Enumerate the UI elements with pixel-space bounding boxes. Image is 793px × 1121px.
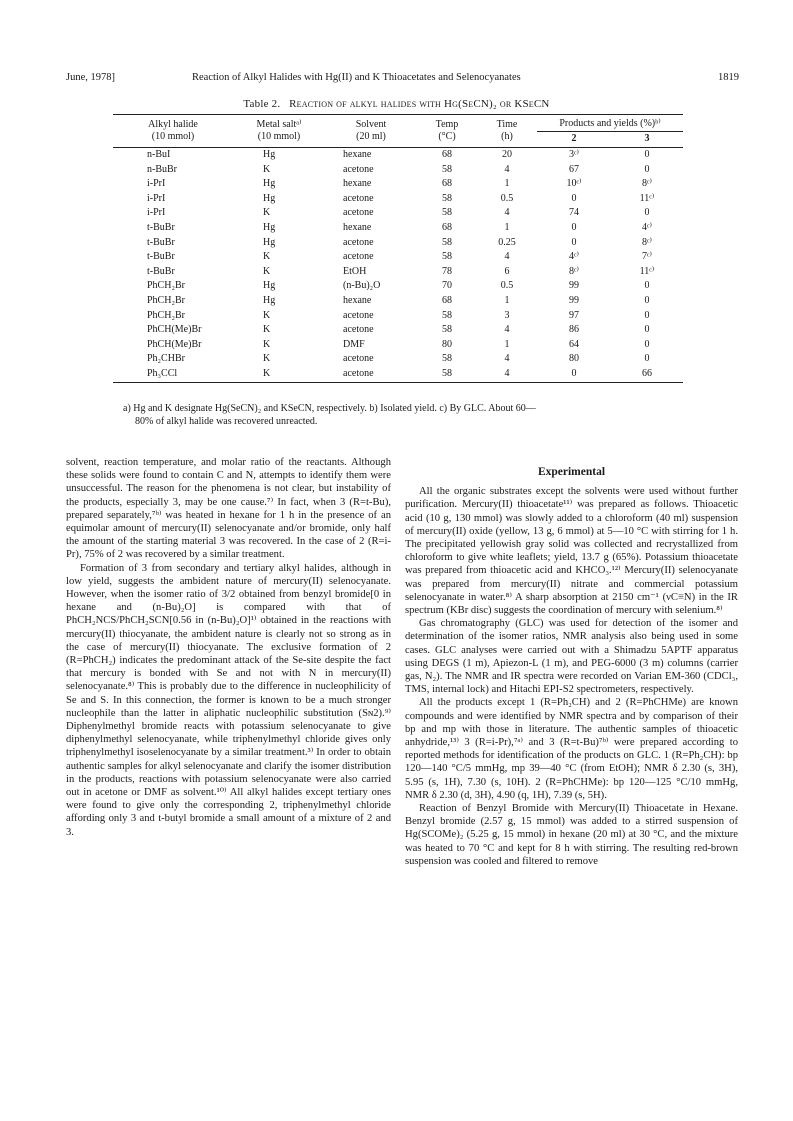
header-products: Products and yields (%)ᵇ⁾ (537, 115, 683, 132)
table-row (113, 177, 683, 192)
table-cell: i-PrI (147, 192, 166, 204)
table-cell: K (263, 207, 271, 219)
table-cell: 4 (477, 367, 537, 382)
paragraph: Reaction of Benzyl Bromide with Mercury(II) Thioacetate in Hexane. Benzyl bromide (2.57 g, 15 mmol) was added to a stirred suspension of Hg(SCOMe)₂ (5.25 g, 15 mmol) in hexane (20 ml) at 30 °C, and the mixture was heated to 70 °C and kept for 8 h with stirring. The resulting red-brown suspension was cooled and filtered to remove (405, 803, 738, 867)
table-cell: 0 (644, 353, 650, 365)
table-cell: i-PrI (147, 207, 166, 219)
table-cell: 1 (504, 338, 510, 350)
table-cell: K (263, 309, 271, 321)
table-cell: n-BuBr (147, 163, 177, 175)
table-cell: acetone (343, 309, 374, 321)
table-cell: t-BuBr (147, 221, 175, 233)
table-cell: 0 (571, 221, 577, 233)
table-cell: 58 (442, 309, 452, 321)
table-cell: K (263, 265, 271, 277)
table-cell: 0 (644, 309, 650, 321)
table-cell: 0.25 (498, 236, 516, 248)
table-cell: 8ᶜ⁾ (568, 265, 579, 277)
table-cell: 11ᶜ⁾ (639, 192, 655, 204)
table-cell: PhCH(Me)Br (147, 324, 202, 336)
table-cell: acetone (343, 324, 374, 336)
table-row (113, 192, 683, 207)
table-cell: i-PrI (147, 178, 166, 190)
paragraph: Formation of 3 from secondary and tertiary alkyl halides, although in low yield, suggests the ambident nature of mercury(II) selenocyanate. However, when the isomer ratio of 3/2 obtained from benzyl bromide[0 in hexane and (n-Bu)₂O] is compared with that of PhCH₂NCS/PhCH₂SCN[0.56 in (n-Bu)₂O]¹⁾ obtained in the reactions with mercury(II) thiocyanate, the ambident nature is clearly not so strong as in the case of mercury(II) thiocyanate. The exclusive formation of 2 (R=PhCH₂) indicates the predominant attack of the Se-site despite the fact that mercury is bonded with Se and not with N in mercury(II) selenocyanate.⁸⁾ This is probably due to the difference in nucleophilicity of Se and S. In this connection, the former is known to be a much stronger nucleophile than the latter in aliphatic nucleophilic substitution (Sɴ2).⁹⁾ Diphenylmethyl bromide reacts with potassium selenocyanate to give diphenylmethyl selenocyanate, while triphenylmethyl chloride gives only triphenylmethyl isoselenocyanate by a similar treatment.³⁾ In order to obtain authentic samples for alkyl selenocyanate and clarify the isomer distribution in the products, reactions with potassium selenocyanate were also carried out in acetone or DMF as solvent.¹⁰⁾ All alkyl halides except tertiary ones were found to give only the corresponding 2, triphenylmethyl chloride affording only 3 and t-butyl bromide a small amount of a mixture of 2 and 3. (66, 562, 391, 838)
table-row (113, 148, 683, 163)
table-cell: acetone (343, 251, 374, 263)
table-label: Table 2. (243, 98, 281, 110)
header-metal-sub: (10 mmol) (233, 131, 325, 148)
table-cell: 58 (442, 324, 452, 336)
table-cell: 1 (504, 178, 510, 190)
header-solvent-sub: (20 ml) (325, 131, 417, 148)
table-row (113, 279, 683, 294)
table-cell: 0 (644, 338, 650, 350)
table-cell: DMF (343, 338, 365, 350)
table-cell: 0 (644, 294, 650, 306)
table-cell: 67 (569, 163, 579, 175)
table-cell: 1 (504, 294, 510, 306)
table-cell: 99 (569, 280, 579, 292)
table-title: Reaction of alkyl halides with Hg(SeCN)₂ or KSeCN (289, 98, 550, 110)
table-cell: 1 (504, 221, 510, 233)
table-row (113, 206, 683, 221)
page-number: 1819 (718, 72, 739, 83)
header-time-sub: (h) (477, 131, 537, 148)
table-cell: Hg (263, 149, 276, 160)
table-cell: 10ᶜ⁾ (566, 178, 582, 190)
table-cell: 4ᶜ⁾ (641, 221, 652, 233)
table-cell: PhCH₂Br (147, 294, 185, 306)
table-cell: 4 (504, 163, 510, 175)
table-cell: 4ᶜ⁾ (568, 251, 579, 263)
table-cell: 0 (644, 149, 650, 160)
table-cell: t-BuBr (147, 236, 175, 248)
running-header (66, 72, 739, 88)
table-row (113, 163, 683, 178)
table-cell: 20 (502, 149, 512, 160)
table-cell: 0 (537, 367, 611, 382)
table-row (113, 221, 683, 236)
section-title: Experimental (537, 466, 606, 478)
table-cell: 8ᶜ⁾ (641, 178, 652, 190)
paragraph: All the organic substrates except the solvents were used without further purification. Mercury(II) thioacetate¹¹⁾ was prepared as follows. Thioacetic acid (10 g, 130 mmol) was slowly added to a chloroform (40 ml) suspension of mercury(II) oxide (yellow, 13 g, 6 mmol) at 5—10 °C with stirring for 1 h. The precipitated yellowish gray solid was collected and recrystallized from chloroform to give white leaflets; yield, 13.7 g (65%). Potassium thioacetate was prepared from thioacetic acid and KHCO₃.¹²⁾ Mercury(II) selenocyanate was prepared from mercury(II) nitrate and commercial potassium selenocyanate in water.⁸⁾ A sharp absorption at 2150 cm⁻¹ (νC≡N) in the IR spectrum (KBr disc) suggests the coordination of mercury with selenium.⁸⁾ (405, 486, 738, 617)
table-cell: Hg (263, 236, 276, 248)
table-cell: 70 (442, 280, 452, 292)
table-cell: 3 (504, 309, 510, 321)
table-cell: PhCH₂Br (147, 309, 185, 321)
table-cell: t-BuBr (147, 265, 175, 277)
table-cell: 58 (442, 251, 452, 263)
table-cell: 80 (442, 338, 452, 350)
results-table (113, 114, 683, 383)
table-cell: Hg (263, 192, 276, 204)
table-cell: n-BuI (147, 149, 171, 160)
table-cell: 97 (569, 309, 579, 321)
table-cell: 0 (571, 192, 577, 204)
table-cell: K (263, 338, 271, 350)
table-cell: 78 (442, 265, 452, 277)
table-cell: Ph₂CHBr (147, 353, 185, 365)
table-cell: PhCH₂Br (147, 280, 185, 292)
table-cell: hexane (343, 294, 372, 306)
table-cell: 0 (644, 207, 650, 219)
table-cell: 80 (569, 353, 579, 365)
table-cell: K (263, 251, 271, 263)
header-time: Time (477, 115, 537, 132)
table-cell: 68 (442, 149, 452, 160)
header-metal: Metal saltᵃ⁾ (233, 115, 325, 132)
table-cell: acetone (343, 353, 374, 365)
table-cell: K (263, 163, 271, 175)
table-cell: 3ᶜ⁾ (568, 149, 579, 160)
table-cell: 0 (644, 280, 650, 292)
table-cell: 8ᶜ⁾ (641, 236, 652, 248)
table-cell: 68 (442, 294, 452, 306)
header-solvent: Solvent (325, 115, 417, 132)
header-product-2: 2 (537, 131, 611, 148)
footnote-line: 80% of alkyl halide was recovered unreacted. (135, 416, 318, 427)
table-cell: 68 (442, 221, 452, 233)
table-cell: acetone (343, 192, 374, 204)
paragraph: All the products except 1 (R=Ph₂CH) and 2 (R=PhCHMe) are known compounds and were identified by NMR spectra and by comparison of their bp and mp with those in literature. The authentic samples of thioacetic anhydride,¹³⁾ 3 (R=i-Pr),⁷ᵃ⁾ and 3 (R=t-Bu)⁷ᵇ⁾ were prepared according to reported methods for identification of the products on GLC. 1 (R=Ph₂CH): bp 120—140 °C/5 mmHg, mp 39—40 °C (from EtOH); NMR δ 2.30 (s, 3H), 5.95 (s, 1H), 7.30 (s, 10H). 2 (R=PhCHMe): bp 120—125 °C/10 mmHg, NMR δ 2.30 (d, 3H), 4.90 (q, 1H), 7.39 (s, 5H). (405, 697, 738, 801)
table-cell: acetone (343, 163, 374, 175)
table-cell: 0 (644, 163, 650, 175)
right-column (405, 456, 738, 868)
table-cell: 0 (571, 236, 577, 248)
table-cell: (n-Bu)₂O (343, 280, 381, 292)
table-cell: t-BuBr (147, 251, 175, 263)
left-column (66, 456, 391, 839)
header-date: June, 1978] (66, 72, 115, 83)
table-row (113, 236, 683, 251)
table-cell: 6 (504, 265, 510, 277)
header-temp: Temp (417, 115, 477, 132)
table-cell: acetone (343, 207, 374, 219)
table-cell: hexane (343, 149, 372, 160)
table-cell: Hg (263, 280, 276, 292)
header-halide-sub: (10 mmol) (113, 131, 233, 148)
table-row (113, 294, 683, 309)
footnote-line: a) Hg and K designate Hg(SeCN)₂ and KSeCN, respectively. b) Isolated yield. c) By GLC. About 60— (123, 403, 536, 414)
table-cell: 58 (442, 163, 452, 175)
table-cell: 99 (569, 294, 579, 306)
header-temp-sub: (°C) (417, 131, 477, 148)
table-cell: EtOH (343, 265, 367, 277)
table-cell: acetone (343, 236, 374, 248)
table-cell: 7ᶜ⁾ (641, 251, 652, 263)
table-cell: 58 (442, 236, 452, 248)
table-cell: K (263, 353, 271, 365)
table-cell: K (263, 324, 271, 336)
table-cell: 0 (644, 324, 650, 336)
table-cell: Hg (263, 178, 276, 190)
table-cell: 4 (504, 353, 510, 365)
table-caption (0, 98, 793, 110)
header-title: Reaction of Alkyl Halides with Hg(II) and K Thioacetates and Selenocyanates (192, 72, 521, 83)
table-cell: 74 (569, 207, 579, 219)
table-row (113, 352, 683, 367)
table-cell: hexane (343, 221, 372, 233)
table-cell: Hg (263, 221, 276, 233)
table-cell: Hg (263, 294, 276, 306)
table-cell: hexane (343, 178, 372, 190)
header-halide: Alkyl halide (113, 115, 233, 132)
table-row (113, 323, 683, 338)
paragraph: solvent, reaction temperature, and molar ratio of the reactants. Although these solids were found to contain C and N, attempts to identify them were unsuccessful. The reason for the phenomena is not clear, but instability of the products, especially 3, may be one cause.⁷⁾ In fact, when 3 (R=t-Bu), prepared separately,⁷ᵇ⁾ was heated in hexane for 1 h in the presence of an equimolar amount of mercury(II) selenocyanate and/or bromide, only half the amount of the starting material 3 was recovered. In the case of 2 (R=i-Pr), 75% of 2 was recovered by a similar treatment. (66, 457, 391, 561)
table-cell: 0.5 (500, 192, 514, 204)
table-cell: 58 (442, 207, 452, 219)
table-cell: Ph₃CCl (113, 367, 233, 382)
table-cell: 58 (442, 192, 452, 204)
table-cell: acetone (325, 367, 417, 382)
table-cell: 4 (504, 207, 510, 219)
header-product-3: 3 (611, 131, 683, 148)
table-cell: 0.5 (500, 280, 514, 292)
table-cell: K (233, 367, 325, 382)
table-row (113, 367, 683, 382)
table-row (113, 309, 683, 324)
table-cell: 4 (504, 324, 510, 336)
table-cell: 64 (569, 338, 579, 350)
table-cell: 11ᶜ⁾ (639, 265, 655, 277)
table-cell: 86 (569, 324, 579, 336)
table-row (113, 265, 683, 280)
table-row (113, 338, 683, 353)
table-cell: PhCH(Me)Br (147, 338, 202, 350)
table-cell: 58 (417, 367, 477, 382)
table-cell: 68 (442, 178, 452, 190)
table-cell: 58 (442, 353, 452, 365)
paragraph: Gas chromatography (GLC) was used for detection of the isomer and determination of the isomer ratios, NMR analysis also being used in some cases. GLC analyses were carried out with a Shimadzu 5APTF apparatus using DEGS (1 m), Apiezon-L (1 m), and PEG-6000 (3 m) columns (carrier gas, N₂). The NMR and IR spectra were recorded on Varian EM-360 (CDCl₃, TMS, internal lock) and Hitachi EPI-S2 spectrometers, respectively. (405, 618, 738, 696)
table-footnote (113, 402, 683, 428)
table-cell: 4 (504, 251, 510, 263)
table-row (113, 250, 683, 265)
table-cell: 66 (611, 367, 683, 382)
